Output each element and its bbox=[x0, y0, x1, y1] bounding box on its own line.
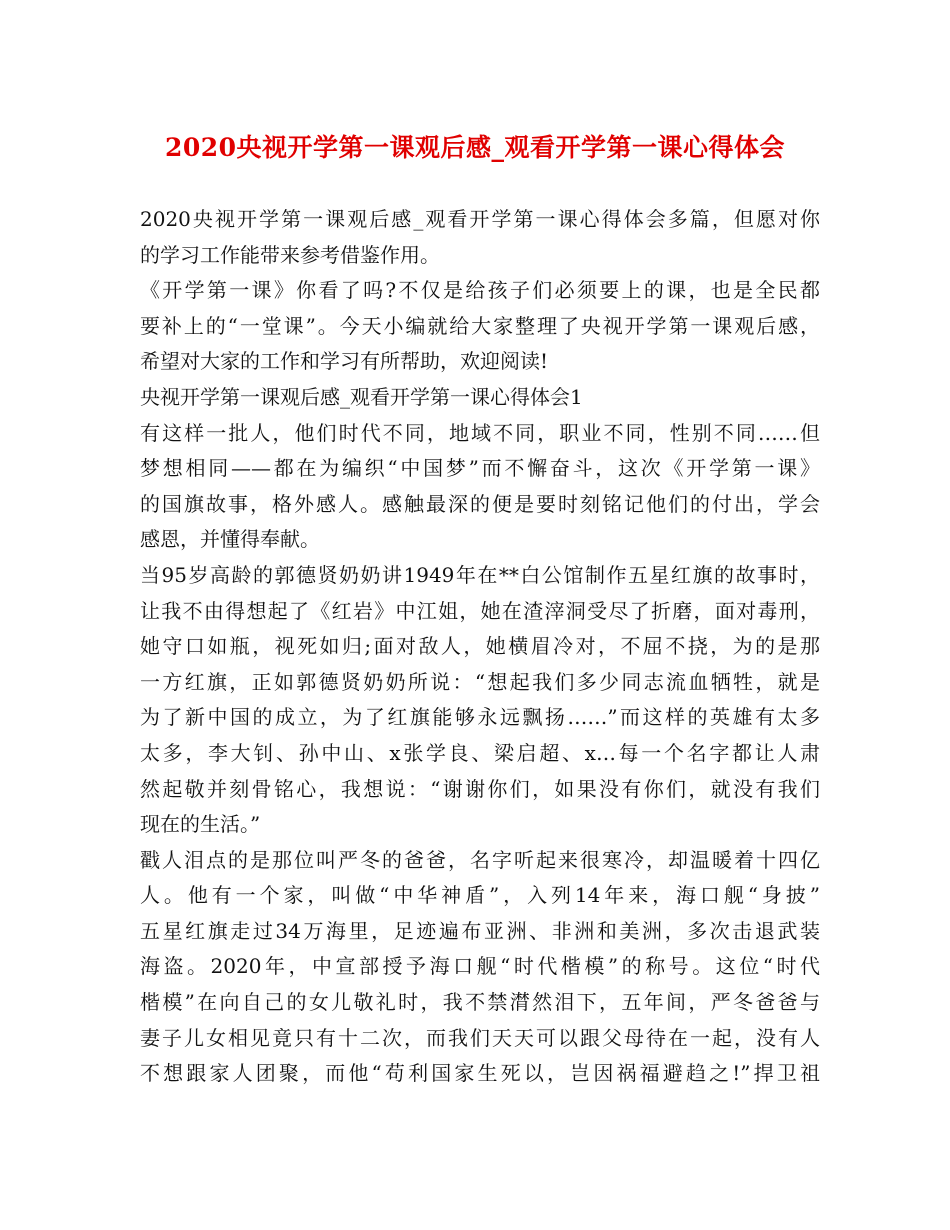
text-line: 海盗。2020年，中宣部授予海口舰“时代楷模”的称号。这位“时代 bbox=[140, 954, 820, 979]
document-title: 2020央视开学第一课观后感_观看开学第一课心得体会 bbox=[164, 133, 786, 162]
text-line: 为了新中国的成立，为了红旗能够永远飘扬……”而这样的英雄有太多 bbox=[140, 705, 820, 730]
text-line: 央视开学第一课观后感_观看开学第一课心得体会1 bbox=[140, 384, 583, 409]
text-line: 让我不由得想起了《红岩》中江姐，她在渣滓洞受尽了折磨，面对毒刑， bbox=[140, 598, 820, 623]
text-line: 人。他有一个家，叫做“中华神盾”，入列14年来，海口舰“身披” bbox=[140, 883, 820, 908]
text-line: 的国旗故事，格外感人。感触最深的便是要时刻铭记他们的付出，学会 bbox=[140, 491, 820, 516]
document-body bbox=[140, 202, 820, 1092]
text-line: 五星红旗走过34万海里，足迹遍布亚洲、非洲和美洲，多次击退武装 bbox=[140, 918, 820, 943]
text-line: 太多，李大钊、孙中山、x张学良、梁启超、x…每一个名字都让人肃 bbox=[140, 740, 820, 765]
text-line: 梦想相同——都在为编织“中国梦”而不懈奋斗，这次《开学第一课》 bbox=[140, 456, 820, 481]
text-line: 不想跟家人团聚，而他“苟利国家生死以，岂因祸福避趋之!”捍卫祖 bbox=[140, 1061, 820, 1086]
text-line: 戳人泪点的是那位叫严冬的爸爸，名字听起来很寒冷，却温暖着十四亿 bbox=[140, 847, 820, 872]
text-line: 希望对大家的工作和学习有所帮助，欢迎阅读! bbox=[140, 349, 549, 374]
text-line: 然起敬并刻骨铭心，我想说：“谢谢你们，如果没有你们，就没有我们 bbox=[140, 776, 820, 801]
text-line: 现在的生活。” bbox=[140, 812, 261, 837]
text-line: 要补上的“一堂课”。今天小编就给大家整理了央视开学第一课观后感， bbox=[140, 313, 820, 338]
text-line: 当95岁高龄的郭德贤奶奶讲1949年在**白公馆制作五星红旗的故事时， bbox=[140, 562, 820, 587]
text-line: 感恩，并懂得奉献。 bbox=[140, 527, 320, 552]
text-line: 她守口如瓶，视死如归;面对敌人，她横眉冷对，不屈不挠，为的是那 bbox=[140, 634, 820, 659]
text-line: 的学习工作能带来参考借鉴作用。 bbox=[140, 242, 440, 267]
text-line: 2020央视开学第一课观后感_观看开学第一课心得体会多篇，但愿对你 bbox=[140, 207, 820, 231]
text-line: 有这样一批人，他们时代不同，地域不同，职业不同，性别不同……但 bbox=[140, 420, 820, 445]
text-line: 《开学第一课》你看了吗?不仅是给孩子们必须要上的课，也是全民都 bbox=[140, 278, 820, 303]
text-line: 一方红旗，正如郭德贤奶奶所说：“想起我们多少同志流血牺牲，就是 bbox=[140, 669, 820, 694]
text-line: 妻子儿女相见竟只有十二次，而我们天天可以跟父母待在一起，没有人 bbox=[140, 1025, 820, 1050]
text-line: 楷模”在向自己的女儿敬礼时，我不禁潸然泪下，五年间，严冬爸爸与 bbox=[140, 990, 820, 1015]
